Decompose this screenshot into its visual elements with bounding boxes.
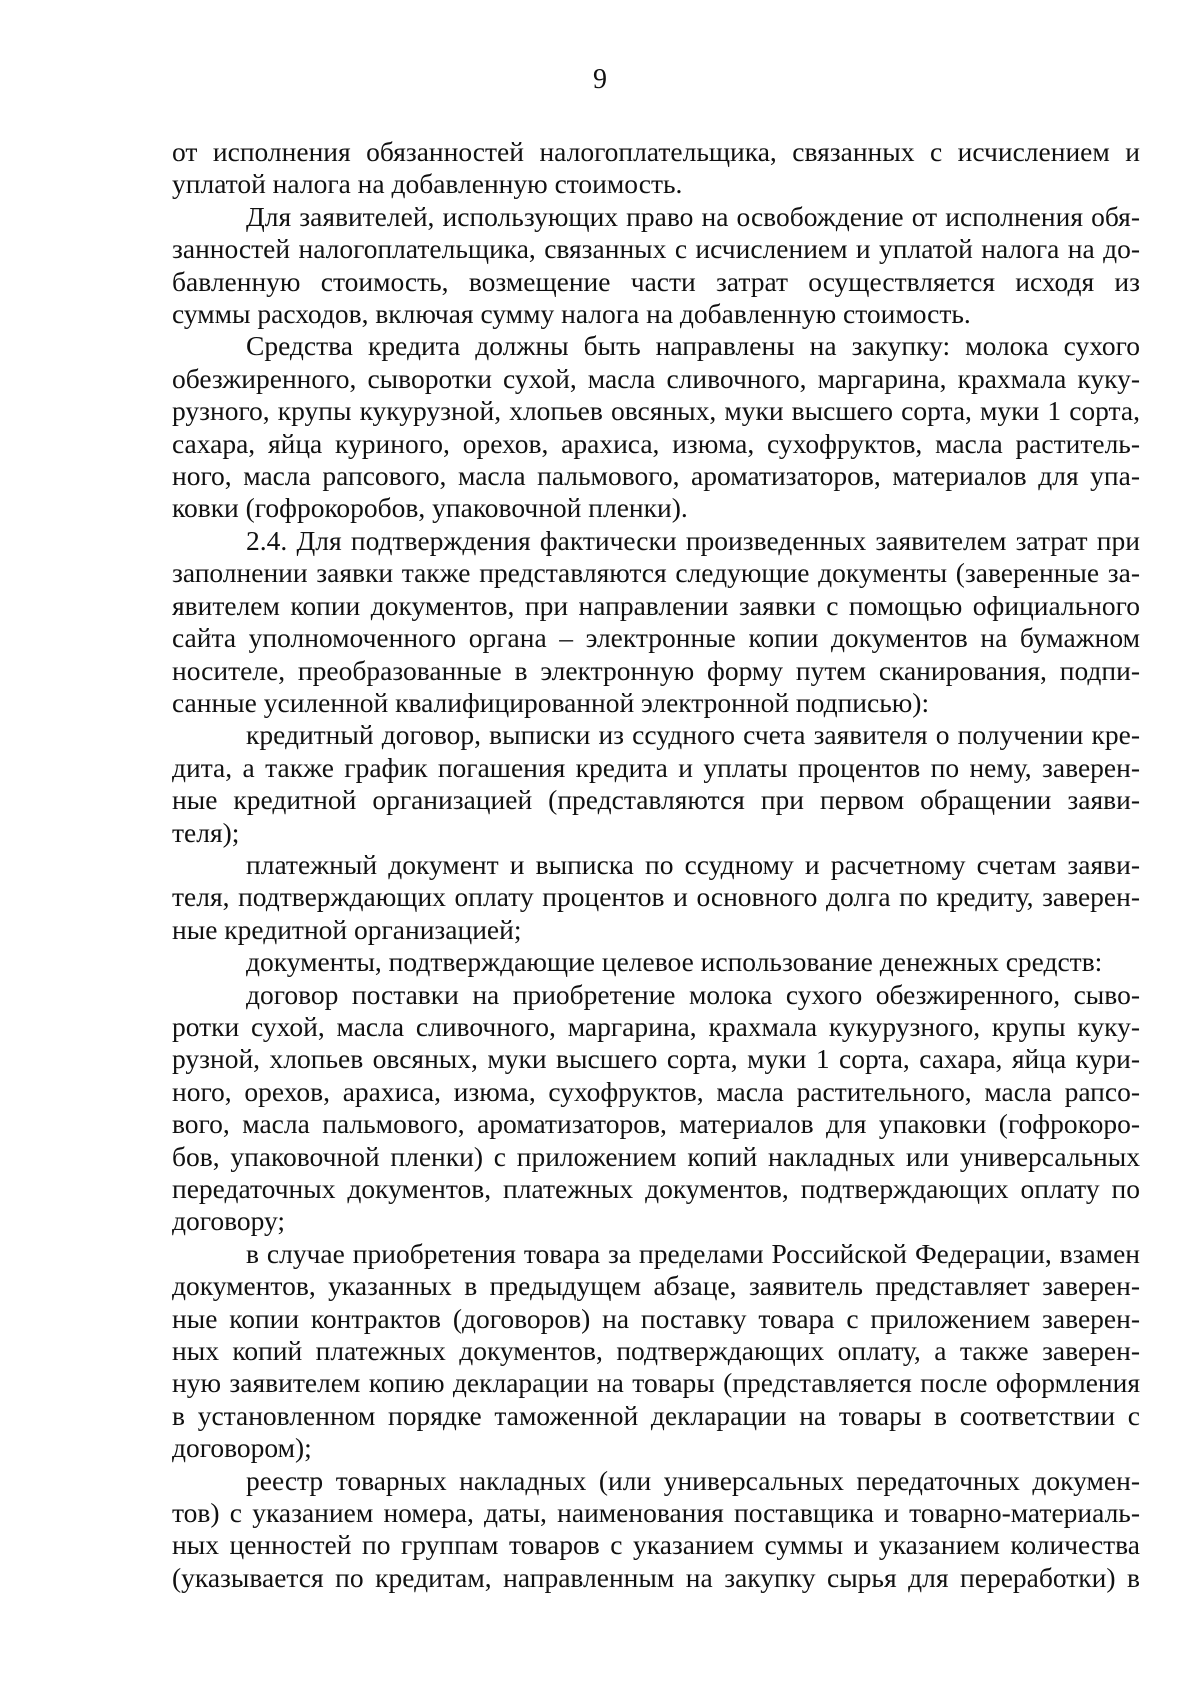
text-line: ные кредитной организацией (представляются при первом обращении заяви- bbox=[172, 784, 1140, 816]
text-line: бавленную стоимость, возмещение части затрат осуществляется исходя из bbox=[172, 265, 1140, 297]
text-line: уплатой налога на добавленную стоимость. bbox=[172, 168, 683, 200]
text-line: явителем копии документов, при направлении заявки с помощью официального bbox=[172, 589, 1140, 621]
text-line: 2.4. Для подтверждения фактически произведенных заявителем затрат при bbox=[246, 524, 1140, 556]
text-line: договору; bbox=[172, 1205, 286, 1237]
text-line: теля); bbox=[172, 816, 240, 848]
text-line: сайта уполномоченного органа – электронные копии документов на бумажном bbox=[172, 622, 1140, 654]
text-line: тов) с указанием номера, даты, наименования поставщика и товарно-материаль- bbox=[172, 1497, 1140, 1529]
text-line: ные кредитной организацией; bbox=[172, 913, 522, 945]
text-line: (указывается по кредитам, направленным на закупку сырья для переработки) в bbox=[172, 1561, 1140, 1593]
text-line: ротки сухой, масла сливочного, маргарина, крахмала кукурузного, крупы куку- bbox=[172, 1010, 1140, 1042]
paragraph bbox=[172, 1238, 1140, 1465]
paragraph bbox=[172, 201, 1140, 331]
paragraph bbox=[172, 525, 1140, 719]
text-line: реестр товарных накладных (или универсальных передаточных докумен- bbox=[246, 1464, 1140, 1496]
paragraph bbox=[172, 719, 1140, 849]
text-line: Средства кредита должны быть направлены на закупку: молока сухого bbox=[246, 330, 1140, 362]
text-line: заполнении заявки также представляются следующие документы (заверенные за- bbox=[172, 557, 1140, 589]
text-line: в установленном порядке таможенной декларации на товары в соответствии с bbox=[172, 1399, 1140, 1431]
paragraph bbox=[172, 136, 1140, 201]
text-line: ные копии контрактов (договоров) на поставку товара с приложением заверен- bbox=[172, 1302, 1140, 1334]
page-number: 9 bbox=[593, 64, 607, 95]
text-line: документов, указанных в предыдущем абзаце, заявитель представляет заверен- bbox=[172, 1270, 1140, 1302]
text-line: ковки (гофрокоробов, упаковочной пленки). bbox=[172, 492, 688, 524]
text-line: обезжиренного, сыворотки сухой, масла сливочного, маргарина, крахмала куку- bbox=[172, 362, 1140, 394]
text-line: договором); bbox=[172, 1432, 312, 1464]
text-line: дита, а также график погашения кредита и уплаты процентов по нему, заверен- bbox=[172, 751, 1140, 783]
text-line: носителе, преобразованные в электронную форму путем сканирования, подпи- bbox=[172, 654, 1140, 686]
text-line: ных копий платежных документов, подтверждающих оплату, а также заверен- bbox=[172, 1335, 1140, 1367]
text-line: Для заявителей, использующих право на освобождение от исполнения обя- bbox=[246, 200, 1140, 232]
text-line: передаточных документов, платежных документов, подтверждающих оплату по bbox=[172, 1173, 1140, 1204]
text-line: ного, масла рапсового, масла пальмового, ароматизаторов, материалов для упа- bbox=[172, 460, 1140, 492]
text-line: бов, упаковочной пленки) с приложением копий накладных или универсальных bbox=[172, 1140, 1140, 1172]
paragraph bbox=[172, 979, 1140, 1238]
text-line: договор поставки на приобретение молока сухого обезжиренного, сыво- bbox=[246, 978, 1140, 1010]
text-line: ного, орехов, арахиса, изюма, сухофруктов, масла растительного, масла рапсо- bbox=[172, 1075, 1140, 1107]
text-line: суммы расходов, включая сумму налога на добавленную стоимость. bbox=[172, 298, 971, 330]
text-line: теля, подтверждающих оплату процентов и основного долга по кредиту, заверен- bbox=[172, 881, 1140, 913]
paragraph bbox=[172, 849, 1140, 946]
text-line: сахара, яйца куриного, орехов, арахиса, изюма, сухофруктов, масла раститель- bbox=[172, 427, 1140, 459]
paragraph bbox=[172, 1465, 1140, 1595]
text-line: вого, масла пальмового, ароматизаторов, материалов для упаковки (гофрокоро- bbox=[172, 1108, 1140, 1140]
text-line: рузного, крупы кукурузной, хлопьев овсяных, муки высшего сорта, муки 1 сорта, bbox=[172, 395, 1140, 427]
text-line: документы, подтверждающие целевое использование денежных средств: bbox=[246, 946, 1103, 978]
text-line: рузной, хлопьев овсяных, муки высшего сорта, муки 1 сорта, сахара, яйца кури- bbox=[172, 1043, 1140, 1075]
text-line: кредитный договор, выписки из ссудного счета заявителя о получении кре- bbox=[246, 719, 1140, 751]
text-line: санные усиленной квалифицированной электронной подписью): bbox=[172, 686, 930, 718]
text-line: ную заявителем копию декларации на товары (представляется после оформления bbox=[172, 1367, 1140, 1399]
paragraph bbox=[172, 330, 1140, 524]
text-line: занностей налогоплательщика, связанных с исчислением и уплатой налога на до- bbox=[172, 233, 1140, 265]
text-line: платежный документ и выписка по ссудному и расчетному счетам заяви- bbox=[246, 848, 1140, 880]
text-line: от исполнения обязанностей налогоплательщика, связанных с исчислением и bbox=[172, 136, 1140, 167]
paragraph bbox=[172, 946, 1140, 978]
document-body bbox=[172, 136, 1140, 1594]
text-line: ных ценностей по группам товаров с указанием суммы и указанием количества bbox=[172, 1529, 1140, 1561]
text-line: в случае приобретения товара за пределами Российской Федерации, взамен bbox=[246, 1237, 1140, 1269]
